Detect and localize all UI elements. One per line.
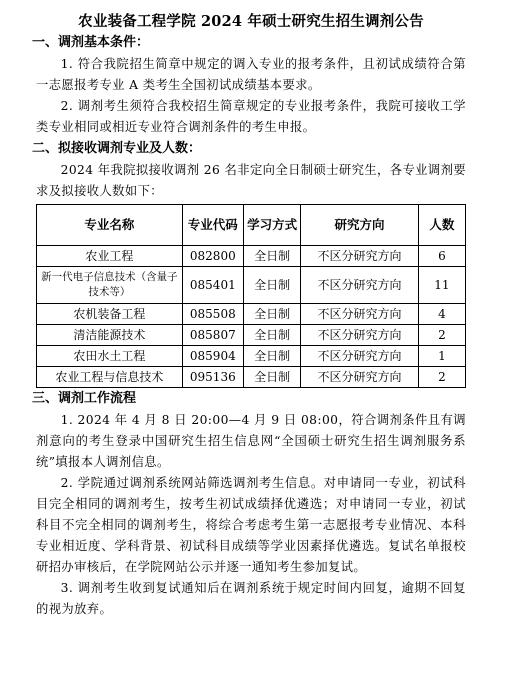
table-header-row bbox=[37, 205, 466, 246]
table-row bbox=[37, 346, 466, 367]
paragraph: 2. 调剂考生须符合我校招生简章规定的专业报考条件，我院可接收工学类专业相同或相近专业符合调剂条件的考生申报。 bbox=[36, 99, 466, 134]
column-header-research-direction: 研究方向 bbox=[301, 205, 419, 246]
cell-research-direction: 不区分研究方向 bbox=[301, 325, 419, 346]
cell-study-mode: 全日制 bbox=[243, 346, 300, 367]
section-heading-majors: 二、拟接收调剂专业及人数： bbox=[32, 141, 202, 156]
paragraph: 1. 符合我院招生简章中规定的调入专业的报考条件，且初试成绩符合第一志愿报考专业 A 类考生全国初试成绩基本要求。 bbox=[36, 57, 466, 92]
cell-quota: 6 bbox=[418, 246, 465, 267]
table-row bbox=[37, 325, 466, 346]
column-header-quota: 人数 bbox=[418, 205, 465, 246]
cell-quota: 1 bbox=[418, 346, 465, 367]
cell-research-direction: 不区分研究方向 bbox=[301, 304, 419, 325]
cell-quota: 2 bbox=[418, 367, 465, 388]
cell-major-name: 农机装备工程 bbox=[37, 304, 183, 325]
cell-major-name: 农业工程与信息技术 bbox=[37, 367, 183, 388]
section-heading-conditions: 一、调剂基本条件： bbox=[32, 35, 150, 50]
paragraph: 1. 2024 年 4 月 8 日 20:00—4 月 9 日 08:00，符合调剂条件且有调剂意向的考生登录中国研究生招生信息网“全国硕士研究生招生调剂服务系统”填报本人调剂信息。 bbox=[36, 413, 466, 469]
cell-major-code: 095136 bbox=[182, 367, 243, 388]
cell-major-name: 农业工程 bbox=[37, 246, 183, 267]
cell-study-mode: 全日制 bbox=[243, 367, 300, 388]
column-header-major-code: 专业代码 bbox=[182, 205, 243, 246]
cell-study-mode: 全日制 bbox=[243, 325, 300, 346]
section-heading-workflow: 三、调剂工作流程 bbox=[32, 391, 137, 406]
page-title: 农业装备工程学院 2024 年硕士研究生招生调剂公告 bbox=[78, 13, 424, 30]
cell-research-direction: 不区分研究方向 bbox=[301, 367, 419, 388]
column-header-study-mode: 学习方式 bbox=[243, 205, 300, 246]
column-header-major-name: 专业名称 bbox=[37, 205, 183, 246]
paragraph: 3. 调剂考生收到复试通知后在调剂系统于规定时间内回复，逾期不回复的视为放弃。 bbox=[36, 581, 466, 616]
cell-major-name: 清洁能源技术 bbox=[37, 325, 183, 346]
cell-quota: 11 bbox=[418, 267, 465, 304]
cell-major-code: 085508 bbox=[182, 304, 243, 325]
paragraph: 2024 年我院拟接收调剂 26 名非定向全日制硕士研究生，各专业调剂要求及拟接收人数如下： bbox=[36, 163, 466, 198]
cell-research-direction: 不区分研究方向 bbox=[301, 346, 419, 367]
cell-major-name: 农田水土工程 bbox=[37, 346, 183, 367]
cell-major-code: 085401 bbox=[182, 267, 243, 304]
cell-research-direction: 不区分研究方向 bbox=[301, 267, 419, 304]
cell-quota: 2 bbox=[418, 325, 465, 346]
paragraph: 2. 学院通过调剂系统网站筛选调剂考生信息。对申请同一专业，初试科目完全相同的调剂考生，按考生初试成绩择优遴选；对申请同一专业，初试科目不完全相同的调剂考生，将综合考虑考生第一志愿报考专业情况、本科专业相近度、学科背景、初试科目成绩等学业因素择优遴选。复试名单报校研招办审核后，在学院网站公示并逐一通知考生参加复试。 bbox=[36, 476, 466, 574]
cell-study-mode: 全日制 bbox=[243, 246, 300, 267]
cell-research-direction: 不区分研究方向 bbox=[301, 246, 419, 267]
cell-study-mode: 全日制 bbox=[243, 304, 300, 325]
table-row bbox=[37, 246, 466, 267]
majors-table bbox=[36, 204, 466, 388]
table-row bbox=[37, 367, 466, 388]
table-row bbox=[37, 304, 466, 325]
cell-major-code: 082800 bbox=[182, 246, 243, 267]
cell-major-name: 新一代电子信息技术（含量子技术等） bbox=[37, 267, 183, 304]
cell-study-mode: 全日制 bbox=[243, 267, 300, 304]
table-row bbox=[37, 267, 466, 304]
cell-quota: 4 bbox=[418, 304, 465, 325]
cell-major-code: 085807 bbox=[182, 325, 243, 346]
cell-major-code: 085904 bbox=[182, 346, 243, 367]
